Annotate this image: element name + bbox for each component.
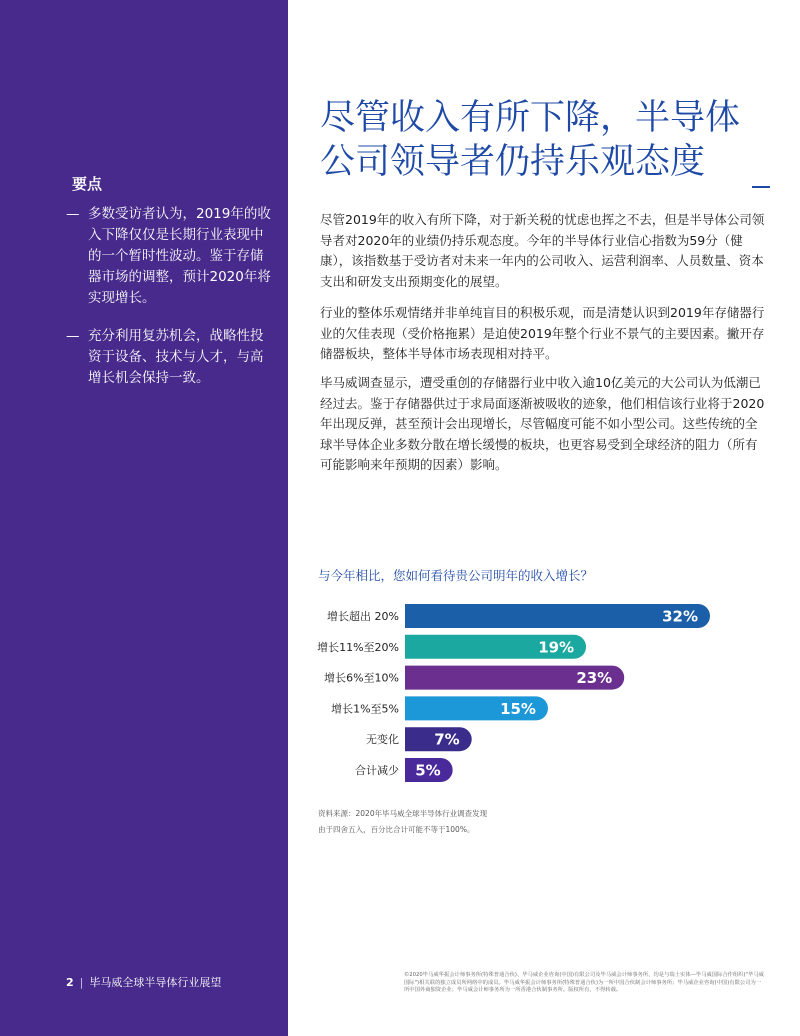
sidebar: [0, 0, 288, 1036]
key-point-text: 多数受访者认为，2019年的收入下降仅仅是长期行业表现中的一个暂时性波动。鉴于存储器市场的调整，预计2020年将实现增长。: [88, 206, 271, 306]
paragraph-2: 行业的整体乐观情绪并非单纯盲目的积极乐观，而是清楚认识到2019年存储器行业的欠佳表现（受价格拖累）是迫使2019年整个行业不景气的主要因素。撇开存储器板块，整体半导体市场表现相对持平。: [320, 305, 765, 361]
bar-value-label: 19%: [538, 638, 575, 657]
page-title: 尽管收入有所下降，半导体公司领导者仍持乐观态度: [320, 98, 741, 182]
bar-category-label: 增长6%至10%: [324, 671, 399, 685]
key-point-1: [66, 204, 271, 309]
footer-separator: |: [79, 976, 84, 989]
paragraph-3: 毕马威调查显示，遭受重创的存储器行业中收入逾10亿美元的大公司认为低潮已经过去。鉴于存储器供过于求局面逐渐被吸收的迹象，他们相信该行业将于2020年出现反弹，甚至预计会出现增长，尽管幅度可能不如小型公司。这些传统的全球半导体企业多数分散在增长缓慢的板块，也更容易受到全球经济的阻力（所有可能影响来年预期的因素）影响。: [320, 375, 765, 472]
bar-category-label: 无变化: [366, 733, 399, 747]
bar-category-label: 增长1%至5%: [331, 702, 399, 716]
revenue-growth-chart: [300, 596, 720, 796]
bar-value-label: 7%: [434, 730, 460, 749]
publication-title: 毕马威全球半导体行业展望: [89, 976, 222, 989]
page-number: 2: [66, 976, 74, 989]
bar-value-label: 15%: [500, 699, 536, 718]
key-points-heading: 要点: [72, 175, 103, 193]
paragraph-1: 尽管2019年的收入有所下降，对于新关税的忧虑也挥之不去，但是半导体公司领导者对2020年的业绩仍持乐观态度。今年的半导体行业信心指数为59分（健康），该指数基于受访者对未来一年内的公司收入、运营利润率、人员数量、资本支出和研发支出预期变化的展望。: [320, 212, 765, 289]
source-note: 资料来源：2020年毕马威全球半导体行业调查发现: [318, 809, 488, 818]
bar-category-label: 增长11%至20%: [317, 640, 399, 654]
rounding-note: 由于四舍五入，百分比合计可能不等于100%。: [318, 825, 475, 834]
bar-value-label: 23%: [576, 669, 613, 688]
title-rule: [752, 186, 770, 188]
key-point-dash: —: [66, 328, 80, 344]
key-point-text: 充分利用复苏机会，战略性投资于设备、技术与人才，与高增长机会保持一致。: [88, 328, 264, 386]
bar-category-label: 合计减少: [355, 764, 399, 777]
chart-title: 与今年相比，您如何看待贵公司明年的收入增长？: [318, 568, 594, 583]
key-point-dash: —: [66, 206, 80, 222]
bar-category-label: 增长超出 20%: [327, 610, 399, 623]
key-point-2: [66, 326, 271, 389]
bar-value-label: 5%: [415, 761, 441, 780]
legal-text: ©2020毕马威华振会计师事务所(特殊普通合伙)、毕马威企业咨询(中国)有限公司及毕马威会计师事务所，均是与瑞士实体—毕马威国际合作组织("毕马威国际")相关联的独立成员所网络中的成员。毕马威华振会计师事务所(特殊普通合伙)为一所中国合伙制会计师事务所；毕马威企业咨询(中国)有限公司为一所中国外商独资企业；毕马威会计师事务所为一所香港合伙制事务所。版权所有，不得转载。: [404, 972, 764, 994]
page-footer: [66, 974, 221, 990]
bar-value-label: 32%: [662, 607, 698, 626]
